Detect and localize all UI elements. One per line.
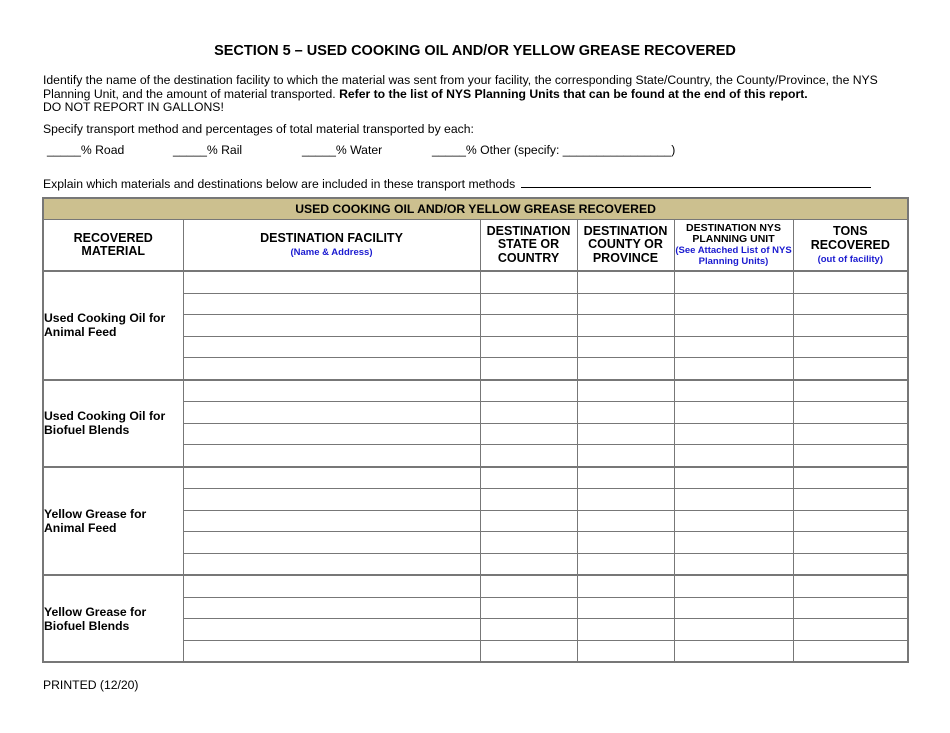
destination-county-cell[interactable] — [577, 640, 674, 662]
tons-recovered-cell[interactable] — [793, 315, 908, 337]
destination-county-cell[interactable] — [577, 532, 674, 554]
header-destination-county: DESTINATION COUNTY OR PROVINCE — [577, 220, 674, 272]
destination-state-cell[interactable] — [480, 640, 577, 662]
explain-label: Explain which materials and destinations below are included in these transport methods — [43, 177, 516, 191]
tons-recovered-cell[interactable] — [793, 445, 908, 467]
tons-recovered-cell[interactable] — [793, 510, 908, 532]
destination-county-cell[interactable] — [577, 380, 674, 402]
destination-county-cell[interactable] — [577, 510, 674, 532]
destination-facility-cell[interactable] — [183, 423, 480, 445]
destination-facility-cell[interactable] — [183, 489, 480, 511]
section-title: SECTION 5 – USED COOKING OIL AND/OR YELLOW GREASE RECOVERED — [214, 43, 736, 59]
destination-state-cell[interactable] — [480, 423, 577, 445]
destination-facility-cell[interactable] — [183, 467, 480, 489]
destination-state-cell[interactable] — [480, 532, 577, 554]
destination-state-cell[interactable] — [480, 597, 577, 619]
header-tons-label: TONS RECOVERED — [810, 224, 890, 252]
destination-state-cell[interactable] — [480, 358, 577, 380]
tons-recovered-cell[interactable] — [793, 532, 908, 554]
destination-facility-cell[interactable] — [183, 553, 480, 575]
destination-county-cell[interactable] — [577, 271, 674, 293]
table-row — [43, 467, 908, 489]
destination-county-cell[interactable] — [577, 597, 674, 619]
planning-unit-cell[interactable] — [674, 640, 793, 662]
destination-state-cell[interactable] — [480, 271, 577, 293]
rail-percent-field[interactable]: _____% Rail — [173, 143, 243, 157]
destination-state-cell[interactable] — [480, 619, 577, 641]
header-destination-state: DESTINATION STATE OR COUNTRY — [480, 220, 577, 272]
planning-unit-cell[interactable] — [674, 597, 793, 619]
header-recovered-material: RECOVERED MATERIAL — [43, 220, 183, 272]
planning-unit-cell[interactable] — [674, 402, 793, 424]
destination-state-cell[interactable] — [480, 510, 577, 532]
destination-county-cell[interactable] — [577, 293, 674, 315]
table-row — [43, 575, 908, 597]
planning-unit-cell[interactable] — [674, 467, 793, 489]
destination-county-cell[interactable] — [577, 402, 674, 424]
destination-county-cell[interactable] — [577, 575, 674, 597]
intro-text: Identify the name of the destination facility to which the material was sent from your facility, the corresponding State/Country, the County/Province, the NYS Planning Unit, and the amount of material transported. — [43, 73, 878, 101]
destination-facility-cell[interactable] — [183, 510, 480, 532]
destination-facility-cell[interactable] — [183, 380, 480, 402]
recovered-material-cell: Yellow Grease for Biofuel Blends — [43, 575, 183, 662]
destination-county-cell[interactable] — [577, 619, 674, 641]
tons-recovered-cell[interactable] — [793, 489, 908, 511]
tons-recovered-cell[interactable] — [793, 423, 908, 445]
destination-facility-cell[interactable] — [183, 358, 480, 380]
destination-facility-cell[interactable] — [183, 271, 480, 293]
tons-recovered-cell[interactable] — [793, 402, 908, 424]
tons-recovered-cell[interactable] — [793, 553, 908, 575]
planning-unit-cell[interactable] — [674, 293, 793, 315]
intro-warning: DO NOT REPORT IN GALLONS! — [43, 100, 224, 114]
intro-paragraph — [43, 74, 893, 115]
destination-state-cell[interactable] — [480, 402, 577, 424]
planning-unit-cell[interactable] — [674, 336, 793, 358]
planning-unit-cell[interactable] — [674, 532, 793, 554]
recovered-material-cell: Yellow Grease for Animal Feed — [43, 467, 183, 576]
destination-county-cell[interactable] — [577, 336, 674, 358]
other-percent-field[interactable]: _____% Other (specify: ________________) — [432, 143, 676, 157]
road-percent-field[interactable]: _____% Road — [47, 143, 125, 157]
header-tons-sub: (out of facility) — [817, 254, 884, 265]
recovered-table — [42, 197, 909, 663]
table-row — [43, 271, 908, 293]
intro-bold-note: Refer to the list of NYS Planning Units that can be found at the end of this report. — [339, 86, 808, 101]
planning-unit-cell[interactable] — [674, 380, 793, 402]
table-body — [43, 271, 908, 662]
tons-recovered-cell[interactable] — [793, 293, 908, 315]
destination-facility-cell[interactable] — [183, 336, 480, 358]
header-planning-label: DESTINATION NYS PLANNING UNIT — [686, 222, 781, 245]
planning-unit-cell[interactable] — [674, 271, 793, 293]
destination-county-cell[interactable] — [577, 445, 674, 467]
destination-state-cell[interactable] — [480, 467, 577, 489]
tons-recovered-cell[interactable] — [793, 467, 908, 489]
destination-facility-cell[interactable] — [183, 640, 480, 662]
destination-state-cell[interactable] — [480, 553, 577, 575]
destination-county-cell[interactable] — [577, 489, 674, 511]
planning-unit-cell[interactable] — [674, 358, 793, 380]
tons-recovered-cell[interactable] — [793, 380, 908, 402]
destination-county-cell[interactable] — [577, 467, 674, 489]
destination-facility-cell[interactable] — [183, 315, 480, 337]
header-planning-unit — [674, 220, 793, 272]
destination-facility-cell[interactable] — [183, 597, 480, 619]
planning-unit-cell[interactable] — [674, 553, 793, 575]
destination-state-cell[interactable] — [480, 575, 577, 597]
recovered-material-cell: Used Cooking Oil for Animal Feed — [43, 271, 183, 380]
planning-unit-cell[interactable] — [674, 489, 793, 511]
table-banner: USED COOKING OIL AND/OR YELLOW GREASE RECOVERED — [43, 198, 908, 220]
planning-unit-cell[interactable] — [674, 575, 793, 597]
explain-row — [43, 177, 873, 191]
destination-facility-cell[interactable] — [183, 532, 480, 554]
destination-county-cell[interactable] — [577, 358, 674, 380]
tons-recovered-cell[interactable] — [793, 336, 908, 358]
tons-recovered-cell[interactable] — [793, 575, 908, 597]
tons-recovered-cell[interactable] — [793, 640, 908, 662]
destination-county-cell[interactable] — [577, 315, 674, 337]
table-row — [43, 380, 908, 402]
destination-facility-cell[interactable] — [183, 445, 480, 467]
tons-recovered-cell[interactable] — [793, 271, 908, 293]
planning-unit-cell[interactable] — [674, 510, 793, 532]
destination-state-cell[interactable] — [480, 380, 577, 402]
specify-label: Specify transport method and percentages of total material transported by each: — [43, 122, 474, 136]
destination-facility-cell[interactable] — [183, 575, 480, 597]
destination-county-cell[interactable] — [577, 423, 674, 445]
header-planning-sub: (See Attached List of NYS Planning Units) — [675, 245, 792, 267]
header-facility-sub: (Name & Address) — [290, 247, 373, 259]
explain-input-line[interactable] — [521, 177, 871, 188]
destination-state-cell[interactable] — [480, 445, 577, 467]
destination-facility-cell[interactable] — [183, 293, 480, 315]
header-tons-recovered — [793, 220, 908, 272]
tons-recovered-cell[interactable] — [793, 597, 908, 619]
header-destination-facility — [183, 220, 480, 272]
header-facility-label: DESTINATION FACILITY — [260, 230, 403, 245]
tons-recovered-cell[interactable] — [793, 619, 908, 641]
destination-state-cell[interactable] — [480, 293, 577, 315]
tons-recovered-cell[interactable] — [793, 358, 908, 380]
planning-unit-cell[interactable] — [674, 445, 793, 467]
destination-state-cell[interactable] — [480, 336, 577, 358]
planning-unit-cell[interactable] — [674, 315, 793, 337]
destination-facility-cell[interactable] — [183, 402, 480, 424]
printed-date: PRINTED (12/20) — [43, 678, 139, 692]
recovered-material-cell: Used Cooking Oil for Biofuel Blends — [43, 380, 183, 467]
planning-unit-cell[interactable] — [674, 423, 793, 445]
destination-facility-cell[interactable] — [183, 619, 480, 641]
destination-state-cell[interactable] — [480, 315, 577, 337]
destination-state-cell[interactable] — [480, 489, 577, 511]
planning-unit-cell[interactable] — [674, 619, 793, 641]
water-percent-field[interactable]: _____% Water — [302, 143, 383, 157]
destination-county-cell[interactable] — [577, 553, 674, 575]
